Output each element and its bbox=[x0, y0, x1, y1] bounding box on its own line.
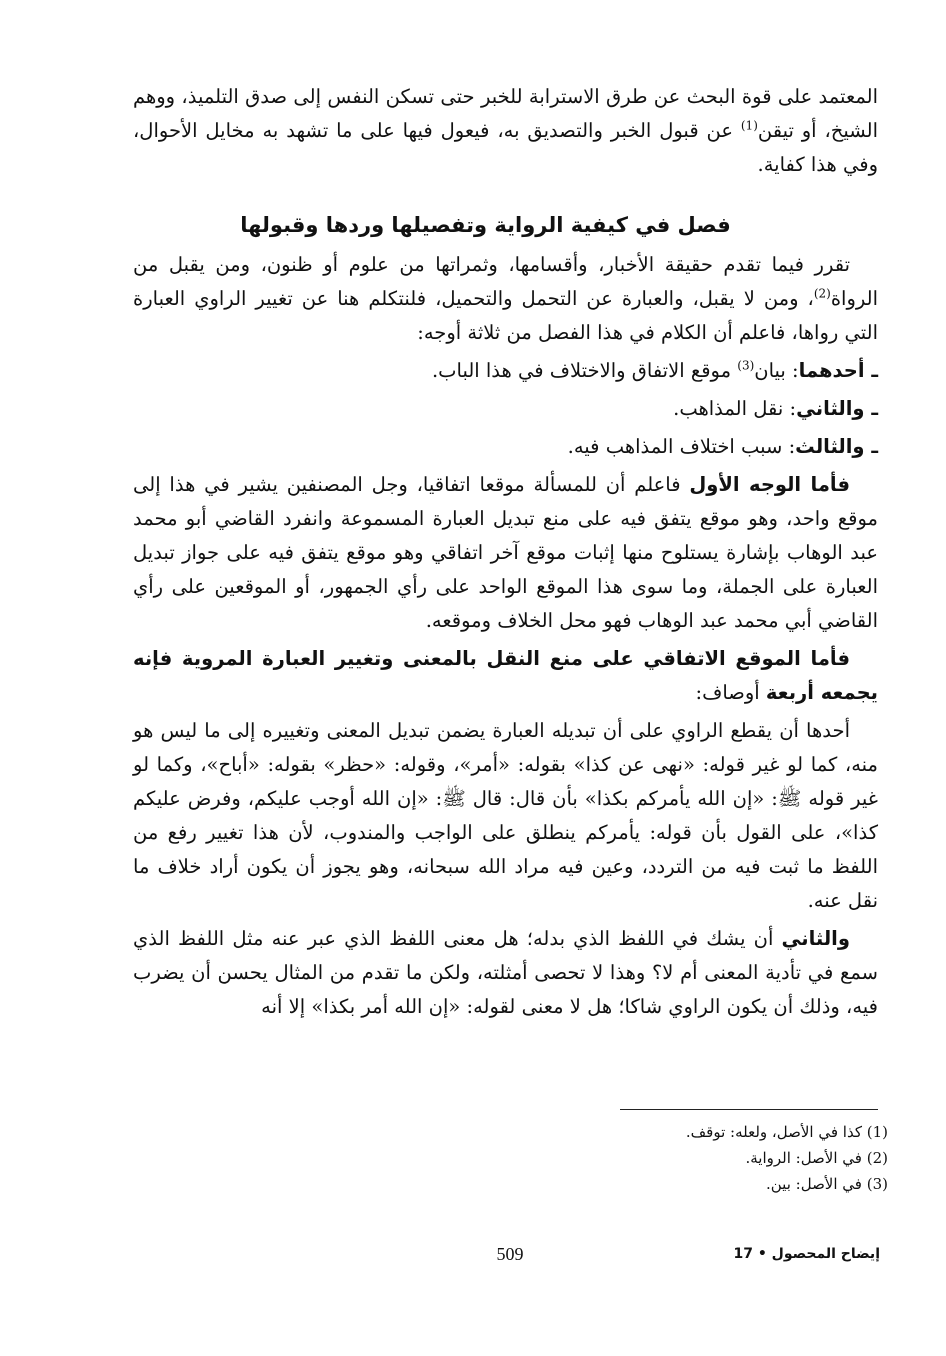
list-item-label: ـ أحدهما bbox=[798, 359, 878, 382]
footnote-ref-3[interactable]: (3) bbox=[737, 358, 755, 373]
footnote-1: (1) كذا في الأصل، ولعله: توقف. bbox=[685, 1123, 888, 1141]
footnote-3: (3) في الأصل: بين. bbox=[766, 1175, 888, 1193]
intro-text-start: المعتمد على قوة البحث عن طرق الاسترابة للخبر حتى تسكن النفس إلى صدق التلميذ، ووهم الشيخ، أو تيقن bbox=[133, 85, 878, 142]
section-heading: فصل في كيفية الرواية وتفصيلها وردها وقبولها bbox=[240, 213, 731, 237]
list-item-3 bbox=[133, 430, 878, 464]
intro-text-end: عن قبول الخبر والتصديق به، فيعول فيها على ما تشهد به مخايل الأحوال، وفي هذا كفاية. bbox=[133, 119, 878, 176]
list-item-text: : نقل المذاهب. bbox=[673, 397, 797, 420]
paragraph-5-lead: والثاني bbox=[781, 927, 850, 950]
page-number: 509 bbox=[496, 1244, 524, 1264]
paragraph-1-end: ، ومن لا يقبل، والعبارة عن التحمل والتحميل، فلنتكلم هنا عن تغيير الراوي العبارة التي رواها، فاعلم أن الكلام في هذا الفصل من ثلاثة أوجه: bbox=[133, 287, 878, 344]
main-text bbox=[133, 80, 878, 1024]
list-item-text: موقع الاتفاق والاختلاف في هذا الباب. bbox=[431, 359, 738, 382]
paragraph-4: أحدها أن يقطع الراوي على أن تبديله العبارة يضمن تبديل المعنى وتغييره إلى ما ليس هو منه، كما لو غير قوله: «نهى عن كذا» بقوله: «أمر»، وقوله: «حظر» بقوله: «أباح»، وكما لو غير قوله ﷺ: «إن الله يأمركم بكذا» بأن قال: قال ﷺ: «إن الله أوجب عليكم، وفرض عليكم كذا»، على القول بأن قوله: يأمركم ينطلق على الواجب والمندوب، لأن هذا تغيير رفع من اللفظ ما ثبت فيه من التردد، وعين فيه مراد الله سبحانه، وهو يجوز أن يكون أراد خلاف ما نقل عنه. bbox=[133, 719, 878, 912]
paragraph-2-text: فاعلم أن للمسألة موقعا اتفاقيا، وجل المصنفين يشير في هذا إلى موقع واحد، وهو موقع يتفق فيه على منع تبديل العبارة المسموعة وانفرد القاضي أبو محمد عبد الوهاب بإشارة يستلوح منها إثبات موقع آخر اتفاقي وهو موقع يتفق فيه على جواز تبديل العبارة على الجملة، وما سوى هذا الموقع الواحد على رأي الجمهور، أو الموقعين على رأي القاضي أبي محمد عبد الوهاب فهو محل الخلاف وموقعه. bbox=[133, 473, 878, 632]
list-item-label: ـ والثاني bbox=[796, 397, 878, 420]
footnote-2: (2) في الأصل: الرواية. bbox=[745, 1149, 888, 1167]
footnotes bbox=[500, 1119, 888, 1197]
intro-paragraph bbox=[133, 80, 878, 182]
footnote-ref-1[interactable]: (1) bbox=[740, 118, 758, 133]
list-item-text: : سبب اختلاف المذاهب فيه. bbox=[567, 435, 796, 458]
paragraph-1 bbox=[133, 248, 878, 350]
paragraph-3-lead: فأما الموقع الاتفاقي على منع النقل بالمعنى وتغيير العبارة المروية فإنه يجمعه أربعة bbox=[133, 647, 878, 704]
list-item-label: ـ والثالث bbox=[795, 435, 878, 458]
paragraph-5 bbox=[133, 922, 878, 1024]
list-item-2 bbox=[133, 392, 878, 426]
list-item-1 bbox=[133, 354, 878, 388]
footnote-divider bbox=[620, 1109, 878, 1110]
running-title: إيضاح المحصول • 17 bbox=[733, 1246, 880, 1262]
paragraph-2-lead: فأما الوجه الأول bbox=[689, 473, 850, 496]
paragraph-1-start: تقرر فيما تقدم حقيقة الأخبار، وأقسامها، وثمراتها من علوم أو ظنون، ومن يقبل من الرواة bbox=[133, 253, 878, 310]
paragraph-3 bbox=[133, 642, 878, 710]
paragraph-5-text: أن يشك في اللفظ الذي بدله؛ هل معنى اللفظ الذي عبر عنه مثل اللفظ الذي سمع في تأدية المعنى أم لا؟ وهذا لا تحصى أمثلته، ولكن ما تقدم من المثال يحسن أن يضرب فيه، وذلك أن يكون الراوي شاكا؛ هل لا معنى لقوله: «إن الله أمر بكذا» إلا أنه bbox=[133, 927, 878, 1018]
footnote-ref-2[interactable]: (2) bbox=[813, 286, 831, 301]
list-item-text: : بيان bbox=[754, 359, 799, 382]
paragraph-3-text: أوصاف: bbox=[695, 681, 766, 704]
paragraph-2 bbox=[133, 468, 878, 638]
